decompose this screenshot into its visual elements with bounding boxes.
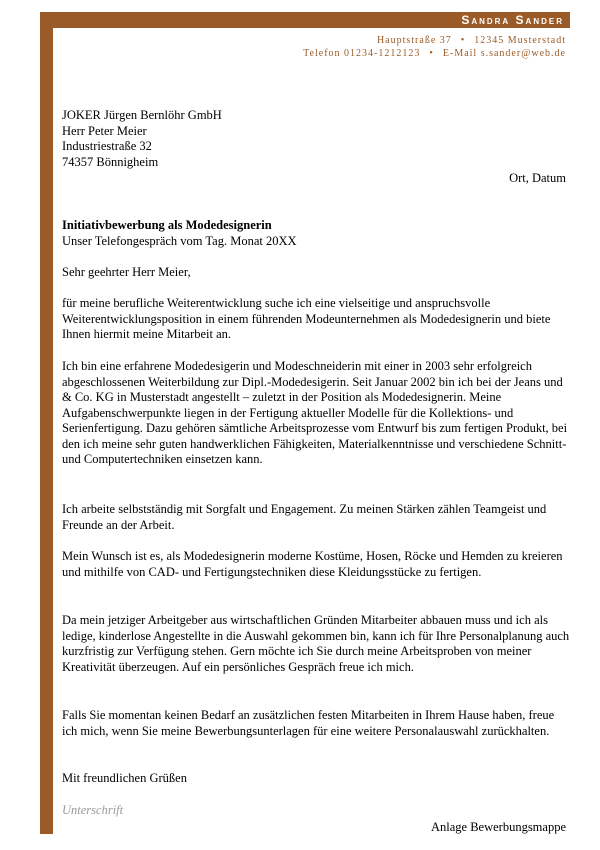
recipient-address	[62, 108, 570, 170]
body-paragraph: Ich bin eine erfahrene Modedesigerin und Modeschneiderin mit einer in 2003 sehr erfolgreich abgeschlossenen Weiterbildung zur Dipl.-Modedesigerin. Seit Januar 2002 bin ich bei der Jeans und & Co. KG in Musterstadt angestellt – zuletzt in der Position als Modedesignerin. Meine Aufgabenschwerpunkte liegen in der Fertigung aktueller Modelle für die Kollektions- und Serienfertigung. Dazu gehören sämtliche Arbeitsprozesse vom Entwurf bis zum fertigen Produkt, bei den ich meine sehr guten handwerklichen Fähigkeiten, Materialkenntnisse und verschiedene Schnitt- und Computertechniken einsetzen kann.	[62, 359, 568, 466]
recipient-company: JOKER Jürgen Bernlöhr GmbH	[62, 108, 222, 122]
sender-name: Sandra Sander	[461, 13, 564, 27]
subject-block	[62, 218, 570, 249]
separator-dot: •	[460, 35, 466, 46]
enclosure-note: Anlage Bewerbungsmappe	[430, 820, 566, 834]
recipient-city: 74357 Bönnigheim	[62, 154, 159, 169]
sender-contact	[303, 48, 566, 59]
letter-date: Ort, Datum	[509, 171, 566, 185]
sender-address	[377, 35, 566, 46]
body-paragraph: Falls Sie momentan keinen Bedarf an zusätzlichen festen Mitarbeiten in Ihrem Hause haben, freue ich mich, wenn Sie meine Bewerbungsunterlagen für eine weitere Personalauswahl zurückhalten.	[62, 708, 555, 738]
sender-email: E-Mail s.sander@web.de	[442, 48, 566, 59]
subject-title: Initiativbewerbung als Modedesignerin	[62, 218, 272, 232]
salutation: Sehr geehrter Herr Meier,	[62, 265, 191, 279]
letterhead-side-bar	[40, 12, 53, 834]
sender-city: 12345 Musterstadt	[474, 35, 566, 46]
sender-phone: Telefon 01234-1212123	[303, 48, 421, 59]
signature-placeholder: Unterschrift	[62, 803, 124, 817]
recipient-street: Industriestraße 32	[62, 139, 152, 153]
recipient-person: Herr Peter Meier	[62, 123, 147, 138]
body-paragraph: für meine berufliche Weiterentwicklung suche ich eine vielseitige und anspruchsvolle Weiterentwicklungsposition in einem führenden Modeunternehmen als Modedesignerin und biete Ihnen hiermit meine Mitarbeit an.	[62, 296, 551, 341]
body-paragraph: Mein Wunsch ist es, als Modedesignerin moderne Kostüme, Hosen, Röcke und Hemden zu kreieren und mithilfe von CAD- und Fertigungstechniken diese Kleidungsstücke zu fertigen.	[62, 549, 563, 579]
body-paragraph: Da mein jetziger Arbeitgeber aus wirtschaftlichen Gründen Mitarbeiter abbauen muss und ich als ledige, kinderlose Angestellte in die Auswahl gekommen bin, kann ich für Ihre Personalplanung auch kurzfristig zur Verfügung stehen. Gern möchte ich Sie durch meine Arbeitsproben von meiner Kreativität überzeugen. Auf ein persönliches Gespräch freue ich mich.	[62, 613, 570, 674]
body-paragraph: Ich arbeite selbstständig mit Sorgfalt und Engagement. Zu meinen Stärken zählen Teamgeist und Freunde an der Arbeit.	[62, 502, 547, 532]
closing: Mit freundlichen Grüßen	[62, 771, 187, 785]
sender-street: Hauptstraße 37	[376, 35, 452, 46]
separator-dot: •	[429, 48, 434, 59]
subject-reference: Unser Telefongespräch vom Tag. Monat 20XX	[62, 233, 297, 248]
